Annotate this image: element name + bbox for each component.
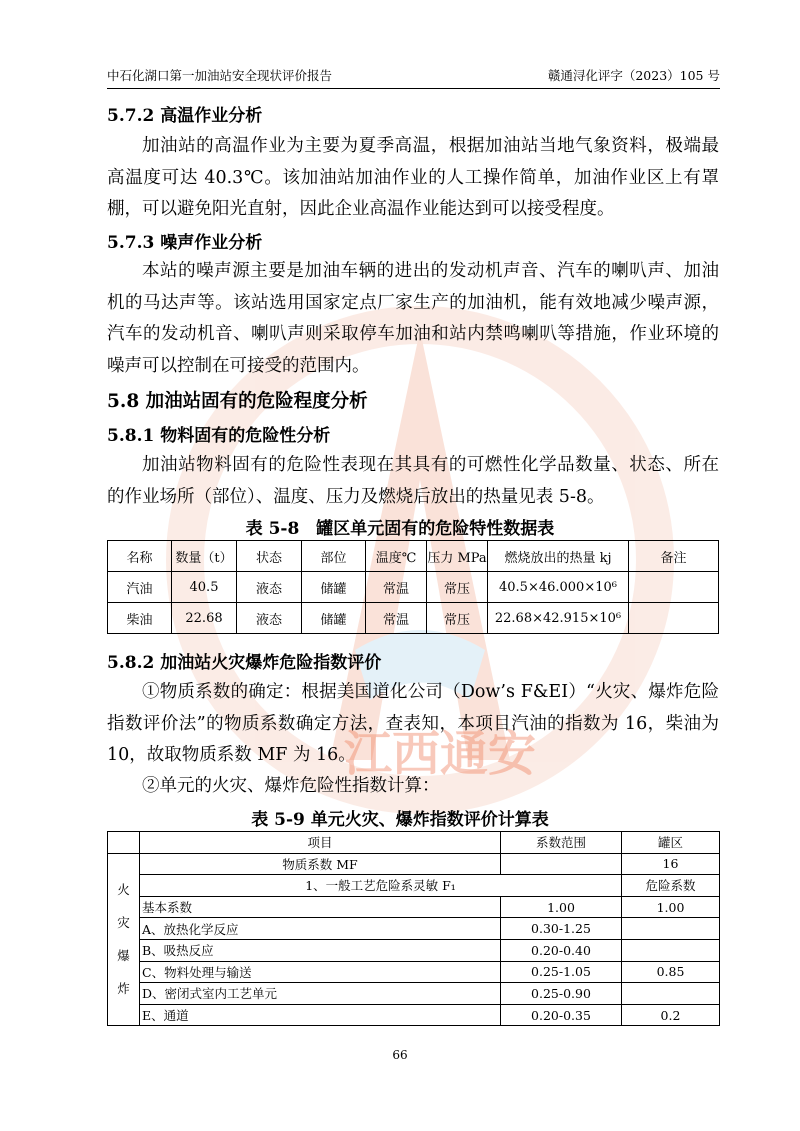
table-row bbox=[108, 1004, 720, 1026]
header-title: 中石化湖口第一加油站安全现状评价报告 bbox=[107, 68, 333, 83]
table-cell: 储罐 bbox=[302, 603, 366, 634]
table-5-8-caption: 表 5-8 罐区单元固有的危险特性数据表 bbox=[245, 519, 555, 539]
table-cell: E、通道 bbox=[140, 1004, 501, 1026]
table-row bbox=[108, 896, 720, 918]
col-header: 燃烧放出的热量 kj bbox=[488, 541, 629, 572]
table-header-row bbox=[108, 541, 719, 572]
table-cell: 液态 bbox=[237, 572, 302, 603]
table-cell: 0.25-0.90 bbox=[501, 983, 622, 1005]
table-row bbox=[108, 875, 720, 897]
table-cell: 常压 bbox=[427, 603, 488, 634]
table-cell: 常压 bbox=[427, 572, 488, 603]
section-5-7-2-title: 5.7.2 高温作业分析 bbox=[107, 106, 263, 126]
col-header: 状态 bbox=[237, 541, 302, 572]
col-header: 压力 MPa bbox=[427, 541, 488, 572]
col-header: 系数范围 bbox=[501, 832, 622, 854]
header-doc-number: 赣通浔化评字（2023）105 号 bbox=[547, 68, 720, 83]
table-cell: 22.68 bbox=[172, 603, 237, 634]
table-row bbox=[108, 572, 719, 603]
section-5-8-2-title: 5.8.2 加油站火灾爆炸危险指数评价 bbox=[107, 653, 382, 673]
table-cell: 40.5×46.000×10⁶ bbox=[488, 572, 629, 603]
table-cell: 0.20-0.35 bbox=[501, 1004, 622, 1026]
table-row bbox=[108, 918, 720, 940]
table-cell bbox=[622, 918, 720, 940]
table-5-8 bbox=[107, 540, 719, 634]
table-cell: 液态 bbox=[237, 603, 302, 634]
table-cell bbox=[108, 832, 140, 854]
table-cell: 16 bbox=[622, 853, 720, 875]
table-cell: C、物料处理与输送 bbox=[140, 961, 501, 983]
table-header-row bbox=[108, 832, 720, 854]
table-row bbox=[108, 961, 720, 983]
table-cell: 22.68×42.915×10⁶ bbox=[488, 603, 629, 634]
side-label-char: 爆 bbox=[117, 948, 130, 964]
table-cell: 物质系数 MF bbox=[140, 853, 501, 875]
side-label-char: 火 bbox=[117, 882, 130, 898]
table-cell: 0.25-1.05 bbox=[501, 961, 622, 983]
col-header: 罐区 bbox=[622, 832, 720, 854]
col-header: 项目 bbox=[140, 832, 501, 854]
table-5-9-caption: 表 5-9 单元火灾、爆炸指数评价计算表 bbox=[251, 810, 549, 830]
table-cell: 储罐 bbox=[302, 572, 366, 603]
table-cell: 1、一般工艺危险系灵敏 F₁ bbox=[140, 875, 622, 897]
col-header: 部位 bbox=[302, 541, 366, 572]
section-5-8-2-paragraph-2: ②单元的火灾、爆炸危险性指数计算： bbox=[142, 776, 440, 796]
section-5-8-1-title: 5.8.1 物料固有的危险性分析 bbox=[107, 426, 331, 446]
table-cell: 0.30-1.25 bbox=[501, 918, 622, 940]
table-row bbox=[108, 983, 720, 1005]
side-label bbox=[108, 853, 140, 1026]
table-cell: 1.00 bbox=[622, 896, 720, 918]
page-number: 66 bbox=[392, 1048, 408, 1062]
table-cell bbox=[622, 983, 720, 1005]
table-cell: B、吸热反应 bbox=[140, 939, 501, 961]
table-cell: 常温 bbox=[366, 603, 427, 634]
col-header: 名称 bbox=[108, 541, 172, 572]
section-5-7-2-paragraph: 加油站的高温作业为主要为夏季高温，根据加油站当地气象资料，极端最高温度可达 40.3℃。该加油站加油作业的人工操作简单，加油作业区上有罩棚，可以避免阳光直射，因此企业高温作业能达到可以接受程度。 bbox=[107, 136, 719, 219]
table-cell: 40.5 bbox=[172, 572, 237, 603]
table-cell: D、密闭式室内工艺单元 bbox=[140, 983, 501, 1005]
table-cell: 柴油 bbox=[108, 603, 172, 634]
col-header: 备注 bbox=[629, 541, 719, 572]
section-5-8-title: 5.8 加油站固有的危险程度分析 bbox=[107, 391, 368, 412]
table-cell: A、放热化学反应 bbox=[140, 918, 501, 940]
side-label-char: 灾 bbox=[117, 915, 130, 931]
section-5-8-2-paragraph-1: ①物质系数的确定：根据美国道化公司（Dow’s F&EI）“火灾、爆炸危险指数评价法”的物质系数确定方法，查表知，本项目汽油的指数为 16，柴油为 10，故取物质系数 MF 为 16。 bbox=[107, 682, 719, 765]
table-cell: 危险系数 bbox=[622, 875, 720, 897]
table-cell bbox=[629, 572, 719, 603]
side-label-char: 炸 bbox=[117, 981, 130, 997]
table-cell: 常温 bbox=[366, 572, 427, 603]
section-5-8-1-paragraph: 加油站物料固有的危险性表现在其具有的可燃性化学品数量、状态、所在的作业场所（部位）、温度、压力及燃烧后放出的热量见表 5-8。 bbox=[107, 455, 719, 507]
table-cell: 基本系数 bbox=[140, 896, 501, 918]
table-cell: 0.85 bbox=[622, 961, 720, 983]
section-5-7-3-title: 5.7.3 噪声作业分析 bbox=[107, 233, 263, 253]
watermark-text: 江西通安 bbox=[343, 726, 537, 782]
col-header: 数量（t） bbox=[172, 541, 237, 572]
table-cell bbox=[622, 939, 720, 961]
table-row bbox=[108, 853, 720, 875]
table-row bbox=[108, 939, 720, 961]
table-5-9 bbox=[107, 831, 720, 1026]
col-header: 温度℃ bbox=[366, 541, 427, 572]
table-cell bbox=[629, 603, 719, 634]
table-cell: 0.20-0.40 bbox=[501, 939, 622, 961]
table-cell: 0.2 bbox=[622, 1004, 720, 1026]
table-row bbox=[108, 603, 719, 634]
table-cell: 1.00 bbox=[501, 896, 622, 918]
table-cell bbox=[501, 853, 622, 875]
table-cell: 汽油 bbox=[108, 572, 172, 603]
section-5-7-3-paragraph: 本站的噪声源主要是加油车辆的进出的发动机声音、汽车的喇叭声、加油机的马达声等。该站选用国家定点厂家生产的加油机，能有效地减少噪声源，汽车的发动机音、喇叭声则采取停车加油和站内禁鸣喇叭等措施，作业环境的噪声可以控制在可接受的范围内。 bbox=[107, 261, 719, 376]
header-divider bbox=[107, 88, 720, 89]
